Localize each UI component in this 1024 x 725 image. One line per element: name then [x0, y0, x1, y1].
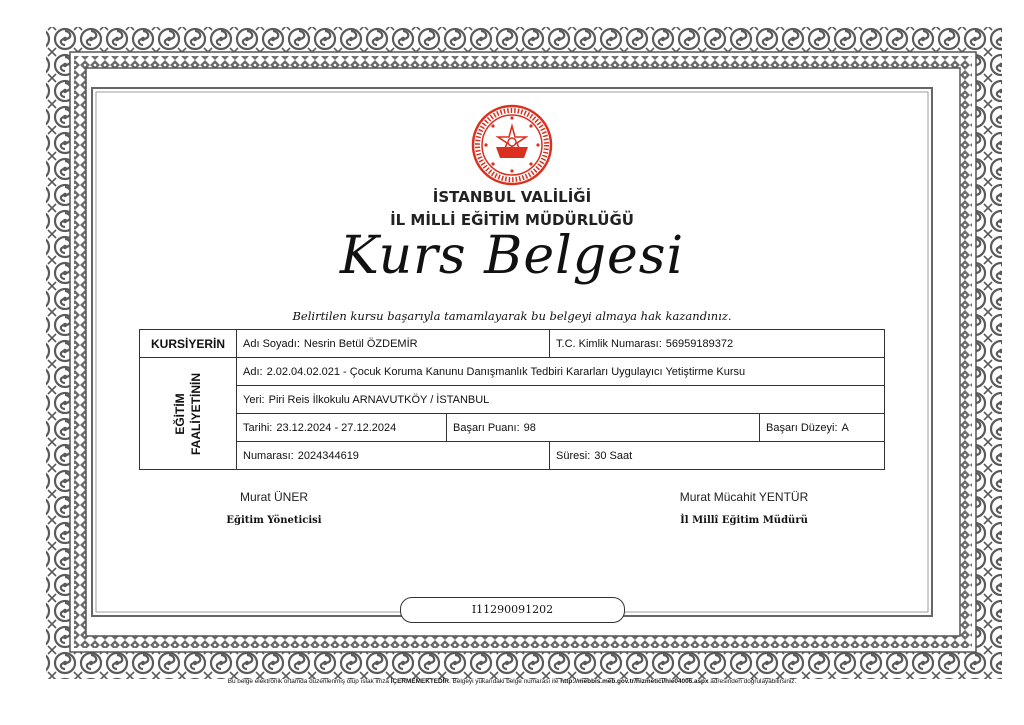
section-activity-label	[140, 358, 237, 470]
tc-cell	[550, 330, 885, 358]
footer-text-3: adresinden doğrulayabilirsiniz.	[708, 678, 797, 685]
footer-bold-1: İÇERMEMEKTEDİR	[390, 678, 449, 685]
place-label: Yeri:	[243, 393, 265, 406]
number-value: 2024344619	[297, 449, 359, 462]
certificate-subtitle: Belirtilen kursu başarıyla tamamlayarak bu belgeyi almaya hak kazandınız.	[292, 309, 732, 323]
level-cell	[760, 414, 885, 442]
table-row	[140, 386, 885, 414]
right-signatory-name: Murat Mücahit YENTÜR	[679, 490, 809, 504]
section-activity-line2: FAALİYETİNİN	[188, 372, 203, 455]
duration-cell	[550, 442, 885, 470]
left-signatory-title: Eğitim Yöneticisi	[226, 515, 322, 526]
verification-footer	[0, 678, 1024, 685]
table-row	[140, 442, 885, 470]
score-value: 98	[523, 421, 536, 434]
table-row	[140, 330, 885, 358]
right-signatory-title: İl Millî Eğitim Müdürü	[680, 515, 808, 526]
place-cell	[237, 386, 885, 414]
certificate-title: Kurs Belgesi	[339, 226, 685, 286]
certificate-serial-number: I11290091202	[400, 597, 625, 623]
course-label: Adı:	[243, 365, 263, 378]
course-value: 2.02.04.02.021 - Çocuk Koruma Kanunu Danışmanlık Tedbiri Kararları Uygulayıcı Yetiştirme Kursu	[266, 365, 746, 378]
score-cell	[447, 414, 760, 442]
number-cell	[237, 442, 550, 470]
name-cell	[237, 330, 550, 358]
course-cell	[237, 358, 885, 386]
footer-text-2: . Belgeyi yukarıdaki belge numarası ile	[449, 678, 561, 685]
place-value: Piri Reis İlkokulu ARNAVUTKÖY / İSTANBUL	[268, 393, 490, 406]
tc-label: T.C. Kimlik Numarası:	[556, 337, 662, 350]
verification-link[interactable]: http://mebbis.meb.gov.tr/hizmetici/hie04006.aspx	[560, 678, 709, 685]
directorate-heading: İL MİLLİ EĞİTİM MÜDÜRLÜĞÜ	[390, 211, 634, 229]
footer-text-1: Bu belge elektronik ortamda düzenlenmiş olup ıslak imza	[227, 678, 391, 685]
table-row	[140, 358, 885, 386]
table-row	[140, 414, 885, 442]
level-value: A	[841, 421, 849, 434]
date-cell	[237, 414, 447, 442]
tc-value: 56959189372	[665, 337, 734, 350]
score-label: Başarı Puanı:	[453, 421, 520, 434]
duration-value: 30 Saat	[594, 449, 633, 462]
duration-label: Süresi:	[556, 449, 591, 462]
left-signatory-name: Murat ÜNER	[239, 490, 308, 504]
governorship-heading: İSTANBUL VALİLİĞİ	[432, 188, 592, 206]
level-label: Başarı Düzeyi:	[766, 421, 838, 434]
ministry-seal-icon	[471, 104, 553, 186]
number-label: Numarası:	[243, 449, 294, 462]
name-label: Adı Soyadı:	[243, 337, 300, 350]
certificate-info-table	[139, 329, 885, 470]
section-trainee-label: KURSİYERİN	[140, 330, 237, 358]
name-value: Nesrin Betül ÖZDEMİR	[303, 337, 418, 350]
date-label: Tarihi:	[243, 421, 273, 434]
section-activity-line1: EĞİTİM	[172, 392, 187, 435]
date-value: 23.12.2024 - 27.12.2024	[276, 421, 397, 434]
